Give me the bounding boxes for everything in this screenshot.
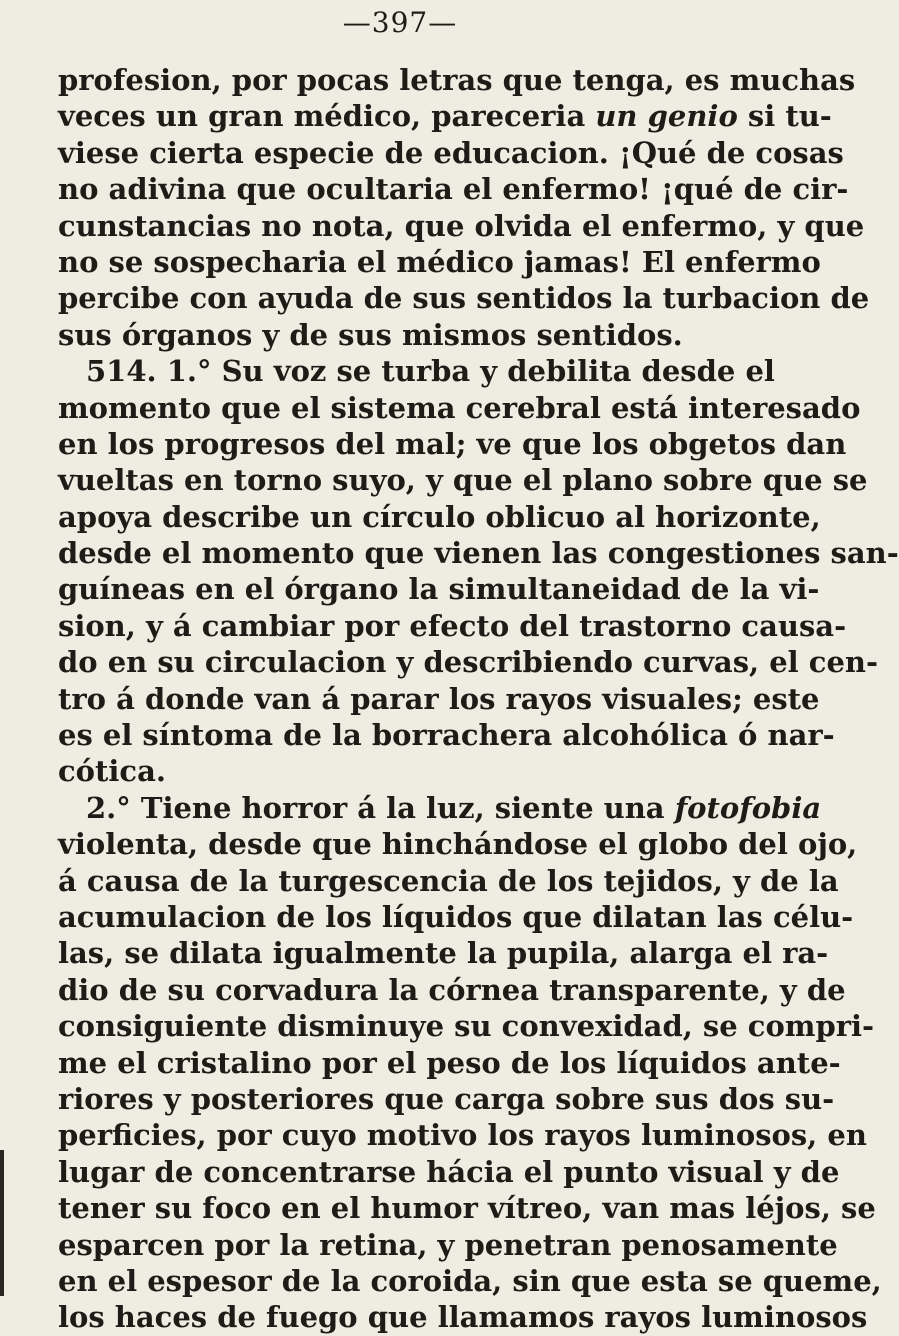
text-segment: á causa de la turgescencia de los tejidos, y de la bbox=[58, 863, 839, 898]
text-line bbox=[58, 1263, 882, 1299]
text-line bbox=[58, 681, 820, 717]
text-segment: los haces de fuego que llamamos rayos luminosos bbox=[58, 1300, 868, 1335]
text-line bbox=[58, 1045, 841, 1081]
text-line bbox=[58, 208, 865, 244]
text-segment: desde el momento que vienen las congestiones san- bbox=[58, 536, 899, 571]
body-text bbox=[58, 62, 899, 1336]
text-line bbox=[58, 535, 899, 571]
text-segment: veces un gran médico, pareceria bbox=[58, 99, 596, 134]
text-segment: violenta, desde que hinchándose el globo del ojo, bbox=[58, 827, 858, 862]
text-segment: apoya describe un círculo oblicuo al horizonte, bbox=[58, 499, 821, 534]
text-line bbox=[58, 499, 821, 535]
text-line bbox=[58, 717, 835, 753]
text-line bbox=[58, 244, 821, 280]
text-segment: dio de su corvadura la córnea transparente, y de bbox=[58, 972, 846, 1007]
text-segment: perficies, por cuyo motivo los rayos luminosos, en bbox=[58, 1118, 867, 1153]
text-segment: las, se dilata igualmente la pupila, alarga el ra- bbox=[58, 936, 829, 971]
text-segment: do en su circulacion y describiendo curvas, el cen- bbox=[58, 645, 879, 680]
text-line bbox=[58, 1227, 838, 1263]
text-line bbox=[58, 62, 856, 98]
text-segment: lugar de concentrarse hácia el punto visual y de bbox=[58, 1154, 840, 1189]
text-line bbox=[58, 171, 849, 207]
text-line bbox=[58, 608, 847, 644]
text-line bbox=[58, 644, 879, 680]
text-line bbox=[58, 753, 752, 789]
text-segment: en los progresos del mal; ve que los obgetos dan bbox=[58, 426, 847, 461]
text-segment: no adivina que ocultaria el enfermo! ¡qué de cir- bbox=[58, 172, 849, 207]
text-segment: acumulacion de los líquidos que dilatan las célu- bbox=[58, 899, 854, 934]
text-line bbox=[58, 1081, 835, 1117]
text-line bbox=[58, 462, 868, 498]
text-line bbox=[58, 1299, 868, 1335]
text-line bbox=[58, 972, 846, 1008]
text-segment: riores y posteriores que carga sobre sus dos su- bbox=[58, 1081, 835, 1116]
text-segment: si tu- bbox=[737, 99, 832, 134]
text-line bbox=[58, 790, 822, 826]
text-line bbox=[58, 935, 829, 971]
text-segment: esparcen por la retina, y penetran penosamente bbox=[58, 1227, 838, 1262]
text-segment: percibe con ayuda de sus sentidos la turbacion de bbox=[58, 281, 870, 316]
text-segment: me el cristalino por el peso de los líquidos ante- bbox=[58, 1045, 841, 1080]
text-segment: es el síntoma de la borrachera alcohólica ó nar- bbox=[58, 718, 835, 753]
page-edge-mark bbox=[0, 1150, 16, 1296]
text-segment: vueltas en torno suyo, y que el plano sobre que se bbox=[58, 463, 868, 498]
text-line bbox=[58, 426, 847, 462]
text-line bbox=[58, 863, 839, 899]
text-segment: sus órganos y de sus mismos sentidos. bbox=[58, 317, 683, 352]
text-line bbox=[58, 317, 752, 353]
text-segment: 514. 1.° Su voz se turba y debilita desde el bbox=[86, 354, 775, 389]
text-line bbox=[58, 135, 844, 171]
text-segment: no se sospecharia el médico jamas! El enfermo bbox=[58, 244, 821, 279]
text-line bbox=[58, 899, 854, 935]
text-segment: cótica. bbox=[58, 754, 166, 789]
text-segment: consiguiente disminuye su convexidad, se compri- bbox=[58, 1009, 875, 1044]
text-segment: viese cierta especie de educacion. ¡Qué de cosas bbox=[58, 135, 844, 170]
italic-term: un genio bbox=[595, 99, 738, 134]
page-number-header: —397— bbox=[342, 6, 458, 39]
text-segment: tro á donde van á parar los rayos visuales; este bbox=[58, 681, 820, 716]
text-segment: sion, y á cambiar por efecto del trastorno causa- bbox=[58, 608, 847, 643]
text-line bbox=[58, 1190, 876, 1226]
text-segment: en el espesor de la coroida, sin que esta se queme, bbox=[58, 1263, 882, 1298]
text-line bbox=[58, 1154, 840, 1190]
text-line bbox=[58, 353, 775, 389]
text-segment: 2.° Tiene horror á la luz, siente una bbox=[86, 790, 675, 825]
text-line bbox=[58, 280, 870, 316]
text-segment: guíneas en el órgano la simultaneidad de la vi- bbox=[58, 572, 820, 607]
text-line bbox=[58, 1117, 867, 1153]
text-line bbox=[58, 1008, 875, 1044]
text-segment: tener su foco en el humor vítreo, van mas léjos, se bbox=[58, 1191, 876, 1226]
text-segment: profesion, por pocas letras que tenga, es muchas bbox=[58, 63, 856, 97]
italic-term: fotofobia bbox=[674, 790, 822, 825]
text-line bbox=[58, 826, 858, 862]
text-line bbox=[58, 390, 861, 426]
text-line bbox=[58, 98, 832, 134]
text-segment: momento que el sistema cerebral está interesado bbox=[58, 390, 861, 425]
text-line bbox=[58, 571, 820, 607]
text-segment: cunstancias no nota, que olvida el enfermo, y que bbox=[58, 208, 865, 243]
